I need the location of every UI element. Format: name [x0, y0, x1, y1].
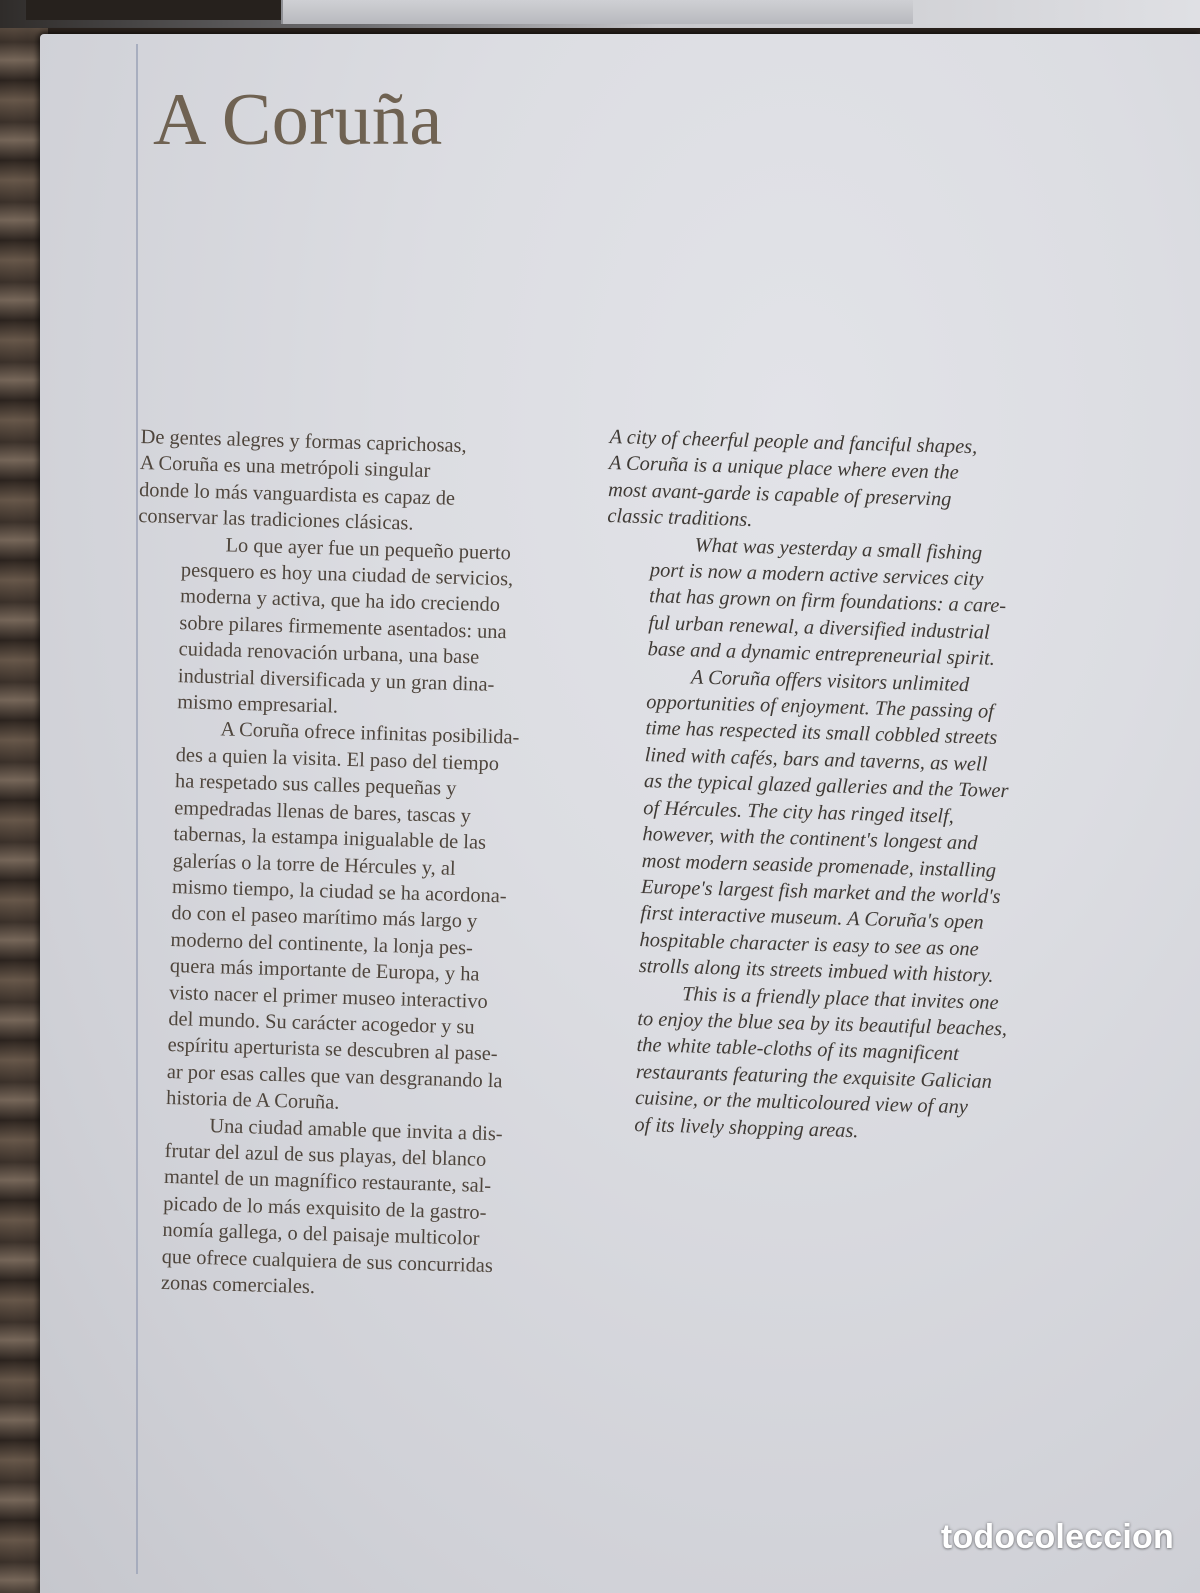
text-line: picado de lo más exquisito de la gastro- [162, 1192, 487, 1224]
watermark-text: todocoleccion [940, 1518, 1174, 1556]
text-line: A Coruña is a unique place where even the [608, 452, 960, 485]
text-line: that has grown on firm foundations: a care- [648, 585, 1007, 618]
text-line: quera más importante de Europa, y ha [169, 955, 480, 986]
text-line: This is a friendly place that invites one [681, 982, 999, 1014]
text-line: base and a dynamic entrepreneurial spirit. [647, 638, 996, 671]
text-line: que ofrece cualquiera de sus concurridas [161, 1245, 494, 1277]
english-paragraph-2 [603, 530, 1057, 675]
text-line: espíritu aperturista se descubren al pase- [167, 1034, 498, 1066]
text-line: del mundo. Su carácter acogedor y su [168, 1007, 475, 1039]
text-line: classic traditions. [607, 505, 753, 532]
spanish-paragraph-1 [138, 424, 571, 542]
text-line: restaurants featuring the exquisite Galician [635, 1060, 993, 1093]
text-line: historia de A Coruña. [165, 1087, 340, 1114]
text-line: industrial diversificada y un gran dina- [177, 664, 495, 696]
text-line: What was yesterday a small fishing [694, 534, 983, 565]
text-line: however, with the continent's longest and [642, 823, 978, 855]
spanish-text-column [117, 424, 571, 1307]
text-line: ha respetado sus calles pequeñas y [174, 770, 457, 801]
page-title: A Coruña [153, 79, 443, 161]
text-line: hospitable character is easy to see as one [639, 928, 980, 961]
text-line: most modern seaside promenade, installing [641, 849, 997, 882]
text-line: most avant-garde is capable of preserving [607, 478, 952, 511]
english-text-column [590, 424, 1060, 1149]
text-line: ar por esas calles que van desgranando la [166, 1060, 503, 1093]
spanish-paragraph-4 [117, 1110, 552, 1307]
text-line: first interactive museum. A Coruña's open [640, 902, 984, 934]
text-line: conservar las tradiciones clásicas. [138, 505, 414, 535]
text-line: galerías o la torre de Hércules y, al [172, 849, 456, 880]
english-paragraph-4 [590, 978, 1044, 1149]
text-line: A city of cheerful people and fanciful shapes, [609, 425, 978, 459]
english-paragraph-1 [607, 424, 1060, 542]
text-line: of Hércules. The city has ringed itself, [642, 796, 955, 828]
text-line: strolls along its streets imbued with history. [638, 955, 994, 988]
spanish-paragraph-3 [122, 714, 563, 1122]
text-line: moderna y activa, que ha ido creciendo [179, 585, 501, 617]
text-line: Una ciudad amable que invita a dis- [209, 1114, 503, 1145]
text-line: A Coruña es una metrópoli singular [139, 452, 431, 483]
text-line: Europe's largest fish market and the world's [640, 875, 1001, 908]
text-line: mismo tiempo, la ciudad se ha acordona- [171, 875, 507, 908]
text-line: De gentes alegres y formas caprichosas, [140, 425, 467, 458]
text-line: donde lo más vanguardista es capaz de [138, 478, 456, 510]
background-top-objects [0, 0, 1200, 28]
text-line: sobre pilares firmemente asentados: una [179, 611, 507, 644]
text-line: moderno del continente, la lonja pes- [170, 928, 474, 960]
text-line: visto nacer el primer museo interactivo [168, 981, 489, 1013]
text-line: lined with cafés, bars and taverns, as well [644, 743, 988, 776]
text-line: port is now a modern active services city [649, 559, 984, 591]
text-line: as the typical glazed galleries and the Tower [643, 770, 1009, 803]
text-line: to enjoy the blue sea by its beautiful beaches, [637, 1007, 1008, 1041]
text-line: frutar del azul de sus playas, del blanco [164, 1139, 487, 1171]
book-page [40, 34, 1200, 1593]
text-line: time has respected its small cobbled streets [645, 717, 998, 750]
text-line: des a quien la visita. El paso del tiempo [175, 743, 500, 775]
text-line: ful urban renewal, a diversified industrial [648, 611, 990, 644]
text-line: A Coruña ofrece infinitas posibilida- [220, 718, 520, 750]
text-line: cuisine, or the multicoloured view of any [634, 1087, 969, 1119]
text-line: zonas comerciales. [160, 1271, 316, 1299]
text-line: do con el paseo marítimo más largo y [171, 902, 478, 933]
text-line: opportunities of enjoyment. The passing of [645, 691, 995, 723]
text-line: of its lively shopping areas. [634, 1113, 859, 1142]
text-line: empedradas llenas de bares, tascas y [173, 796, 472, 828]
text-line: cuidada renovación urbana, una base [178, 638, 480, 669]
text-line: the white table-cloths of its magnificent [636, 1034, 960, 1066]
text-line: nomía gallega, o del paisaje multicolor [162, 1219, 480, 1250]
text-line: mismo empresarial. [176, 691, 339, 718]
text-line: pesquero es hoy una ciudad de servicios, [180, 559, 514, 591]
english-paragraph-3 [595, 662, 1054, 991]
spanish-paragraph-2 [133, 530, 568, 727]
text-line: mantel de un magnífico restaurante, sal- [163, 1166, 492, 1198]
text-line: A Coruña offers visitors unlimited [690, 666, 970, 696]
text-line: tabernas, la estampa inigualable de las [173, 823, 487, 854]
text-line: Lo que ayer fue un pequeño puerto [225, 534, 512, 564]
